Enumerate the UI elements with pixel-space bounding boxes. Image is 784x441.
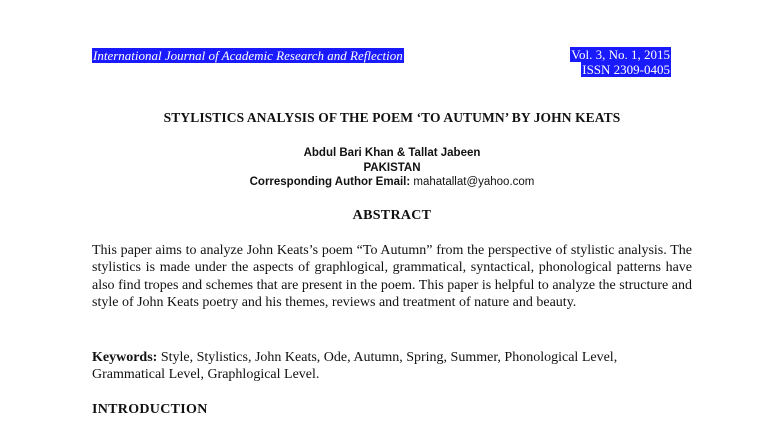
abstract-text: This paper aims to analyze John Keats’s poem “To Autumn” from the perspective of stylistic analysis. The stylistics is made under the aspects of graphlogical, grammatical, syntactical, phonological patterns have also find tropes and schemes that are present in the poem. This paper is helpful to analyze the structure and style of John Keats poetry and his themes, reviews and treatment of nature and beauty. <box>92 243 692 310</box>
author-country: PAKISTAN <box>363 162 421 174</box>
abstract-heading: ABSTRACT <box>352 208 432 223</box>
journal-header <box>92 47 404 65</box>
journal-name: International Journal of Academic Research and Reflection <box>93 48 403 63</box>
email-label: Corresponding Author Email: <box>249 176 411 188</box>
paper-authors: Abdul Bari Khan & Tallat Jabeen <box>303 147 481 159</box>
paper-title: STYLISTICS ANALYSIS OF THE POEM ‘TO AUTUMN’ BY JOHN KEATS <box>163 110 621 125</box>
issue-info <box>570 47 671 77</box>
email-address: mahatallat@yahoo.com <box>413 176 535 188</box>
issn-info: ISSN 2309-0405 <box>582 62 670 77</box>
corresponding-email-line <box>0 176 784 188</box>
keywords-paragraph <box>92 349 692 384</box>
introduction-heading: INTRODUCTION <box>92 402 208 417</box>
volume-info: Vol. 3, No. 1, 2015 <box>571 47 670 62</box>
keywords-label: Keywords: <box>92 350 158 365</box>
keywords-text: Style, Stylistics, John Keats, Ode, Autumn, Spring, Summer, Phonological Level, Grammatical Level, Graphlogical Level. <box>92 350 618 383</box>
